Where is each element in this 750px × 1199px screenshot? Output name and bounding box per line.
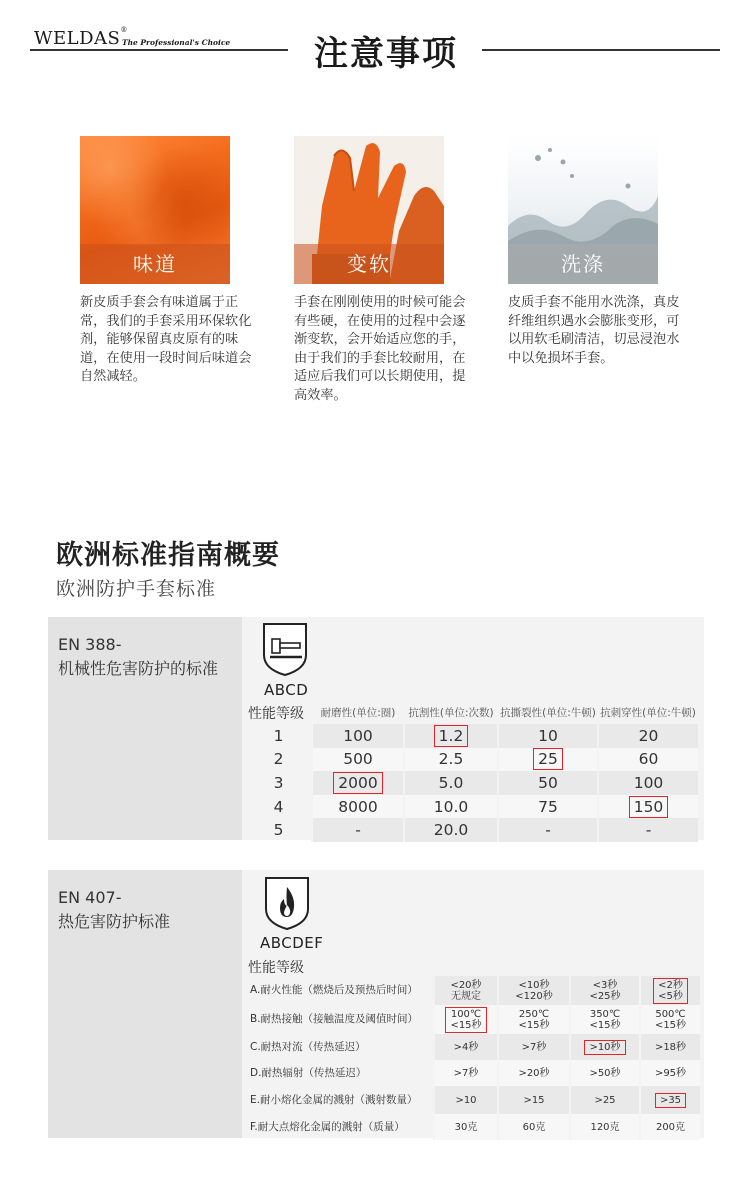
level-cell: 4 — [273, 797, 284, 816]
care-card-wash — [508, 136, 698, 368]
page-header — [0, 0, 750, 100]
table-cell: 10.0 — [404, 795, 498, 819]
en388-code-title: EN 388- — [58, 635, 122, 654]
table-cell-highlighted: >10秒 — [570, 1034, 640, 1060]
brand-tagline: The Professional's Choice — [122, 38, 231, 47]
table-cell: 500℃ <15秒 — [640, 1005, 700, 1034]
column-header: 耐磨性(单位:圈) — [320, 706, 396, 719]
table-row — [246, 1086, 700, 1114]
table-cell: 20 — [598, 724, 698, 748]
table-cell-highlighted: 150 — [598, 795, 698, 819]
brand-logo: WELDAS® — [34, 26, 128, 49]
card-label: 洗涤 — [508, 244, 658, 284]
table-cell: 10 — [498, 724, 598, 748]
table-cell-highlighted: >35 — [640, 1086, 700, 1114]
table-cell: >4秒 — [434, 1034, 498, 1060]
table-cell: 50 — [498, 771, 598, 795]
table-cell: >20秒 — [498, 1060, 570, 1086]
card-label: 味道 — [80, 244, 230, 284]
en388-table — [246, 700, 698, 842]
table-cell: 120克 — [570, 1114, 640, 1140]
row-label: C.耐热对流（传热延迟） — [250, 1040, 366, 1053]
table-cell: >10 — [434, 1086, 498, 1114]
table-cell: 350℃ <15秒 — [570, 1005, 640, 1034]
level-cell: 3 — [273, 773, 284, 792]
table-cell-highlighted: 1.2 — [404, 724, 498, 748]
table-cell: 200克 — [640, 1114, 700, 1140]
table-row — [246, 818, 698, 842]
care-card-soften — [294, 136, 484, 406]
table-cell: - — [312, 818, 404, 842]
table-cell: <10秒 <120秒 — [498, 976, 570, 1005]
en407-description: 热危害防护标准 — [58, 912, 171, 931]
en407-panel — [48, 870, 704, 1138]
header-rule-left — [30, 49, 288, 51]
section-title: 欧洲标准指南概要 — [56, 540, 280, 571]
card-label: 变软 — [294, 244, 444, 284]
column-header: 抗割性(单位:次数) — [408, 706, 494, 719]
table-cell: 8000 — [312, 795, 404, 819]
table-row — [246, 748, 698, 772]
table-cell: >7秒 — [434, 1060, 498, 1086]
en388-grade-label: 性能等级 — [248, 706, 304, 722]
row-label: E.耐小熔化金属的溅射（溅射数量） — [250, 1093, 418, 1106]
flame-shield-icon — [262, 875, 312, 931]
table-cell: >7秒 — [498, 1034, 570, 1060]
card-description: 新皮质手套会有味道属于正常，我们的手套采用环保软化剂，能够保留真皮原有的味道，在使用一段时间后味道会自然减轻。 — [80, 295, 252, 385]
table-cell: 5.0 — [404, 771, 498, 795]
table-cell: 100 — [598, 771, 698, 795]
table-cell: - — [598, 818, 698, 842]
table-cell: >15 — [498, 1086, 570, 1114]
row-label: A.耐火性能（燃烧后及预热后时间） — [250, 984, 418, 996]
table-row — [246, 1005, 700, 1034]
en388-code-letters: ABCD — [264, 681, 309, 699]
row-label: B.耐热接触（接触温度及阈值时间） — [250, 1013, 419, 1025]
en407-grade-label: 性能等级 — [248, 960, 304, 976]
table-cell-highlighted: 100℃ <15秒 — [434, 1005, 498, 1034]
glove-image — [294, 136, 444, 284]
table-header-row — [246, 700, 698, 724]
table-row — [246, 771, 698, 795]
header-rule-right — [482, 49, 720, 51]
en388-panel — [48, 617, 704, 840]
page-title: 注意事项 — [314, 34, 458, 74]
card-description: 手套在刚刚使用的时候可能会有些硬，在使用的过程中会逐渐变软，会开始适应您的手，由于我们的手套比较耐用，在适应后我们可以长期使用，提高效率。 — [294, 295, 466, 403]
water-splash-image — [508, 136, 658, 284]
en388-table-area — [242, 617, 704, 840]
level-cell: 2 — [273, 750, 284, 769]
leather-texture-image — [80, 136, 230, 284]
en407-table-area — [242, 870, 704, 1138]
table-cell-highlighted: 2000 — [312, 771, 404, 795]
table-row — [246, 795, 698, 819]
table-row — [246, 724, 698, 748]
column-header: 抗刺穿性(单位:牛顿) — [600, 706, 696, 719]
care-card-smell — [80, 136, 270, 387]
section-subtitle: 欧洲防护手套标准 — [56, 578, 217, 600]
hammer-shield-icon — [260, 621, 310, 677]
table-cell: >25 — [570, 1086, 640, 1114]
level-cell: 5 — [273, 821, 284, 840]
table-cell: 30克 — [434, 1114, 498, 1140]
table-cell: 60 — [598, 748, 698, 772]
level-cell: 1 — [273, 726, 284, 745]
table-cell: 20.0 — [404, 818, 498, 842]
table-row — [246, 1060, 700, 1086]
table-cell: >50秒 — [570, 1060, 640, 1086]
en388-name-cell — [48, 617, 242, 840]
table-row — [246, 1114, 700, 1140]
table-cell: 75 — [498, 795, 598, 819]
column-header: 抗撕裂性(单位:牛顿) — [500, 706, 596, 719]
en407-code-letters: ABCDEF — [260, 934, 324, 952]
table-cell: >95秒 — [640, 1060, 700, 1086]
table-cell: 500 — [312, 748, 404, 772]
table-cell-highlighted: <2秒 <5秒 — [640, 976, 700, 1005]
table-row — [246, 976, 700, 1005]
table-cell: 100 — [312, 724, 404, 748]
table-cell: >18秒 — [640, 1034, 700, 1060]
table-cell: 60克 — [498, 1114, 570, 1140]
table-cell: <20秒 无规定 — [434, 976, 498, 1005]
table-cell-highlighted: 25 — [498, 748, 598, 772]
table-row — [246, 1034, 700, 1060]
table-cell: 2.5 — [404, 748, 498, 772]
en407-table — [246, 976, 700, 1140]
table-cell: <3秒 <25秒 — [570, 976, 640, 1005]
card-description: 皮质手套不能用水洗涤，真皮纤维组织遇水会膨胀变形，可以用软毛刷清洁，切忌浸泡水中以免损坏手套。 — [508, 295, 680, 366]
row-label: D.耐热辐射（传热延迟） — [250, 1066, 367, 1079]
row-label: F.耐大点熔化金属的溅射（质量） — [250, 1120, 405, 1133]
en388-description: 机械性危害防护的标准 — [58, 659, 219, 678]
en407-name-cell — [48, 870, 242, 1138]
table-cell: - — [498, 818, 598, 842]
en407-code-title: EN 407- — [58, 888, 122, 907]
table-cell: 250℃ <15秒 — [498, 1005, 570, 1034]
